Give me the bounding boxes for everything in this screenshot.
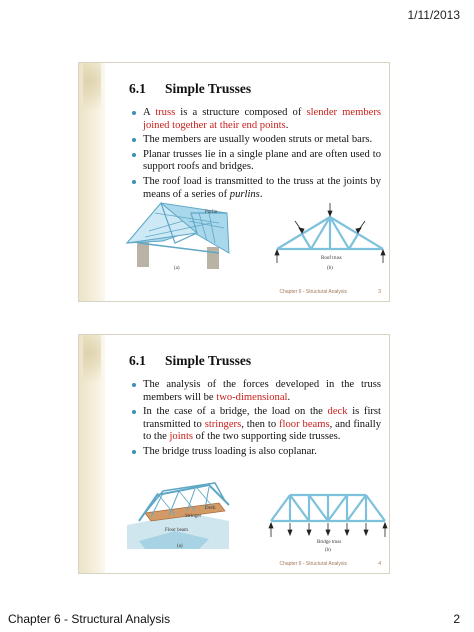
figure-a-caption: (a) xyxy=(177,544,183,549)
roof-truss-figure xyxy=(79,63,390,302)
deck-label: Deck xyxy=(205,506,216,511)
footer-page-number: 2 xyxy=(453,612,460,626)
slide-chapter-label: Chapter 6 - Structural Analysis xyxy=(279,561,347,567)
term-floor-beams: floor beams xyxy=(279,418,330,430)
slide-number: 3 xyxy=(378,289,381,295)
figure-b-caption: (b) xyxy=(325,548,331,553)
bullet-item: In the case of a bridge, the load on the deck is first transmitted to stringers, then to floor beams, and finally to the joints of the two supporting side trusses. xyxy=(131,406,381,444)
slide-chapter-label: Chapter 6 - Structural Analysis xyxy=(279,289,347,295)
term-joints: joints xyxy=(169,431,194,443)
slide-number: 4 xyxy=(378,561,381,567)
bridge-truss-figure xyxy=(79,335,390,574)
section-title: Simple Trusses xyxy=(165,81,252,96)
section-title: Simple Trusses xyxy=(165,353,252,368)
bullet-item: The members are usually wooden struts or metal bars. xyxy=(131,134,381,147)
section-number: 6.1 xyxy=(129,353,146,368)
roof-truss-diagram xyxy=(277,217,383,249)
footer-chapter-title: Chapter 6 - Structural Analysis xyxy=(8,612,171,626)
bullet-item: The analysis of the forces developed in the truss members will be two-dimensional. xyxy=(131,379,381,404)
roof-truss-label: Roof truss xyxy=(321,256,342,261)
floor-beam-label: Floor beam xyxy=(165,528,188,533)
page-date: 1/11/2013 xyxy=(407,8,460,22)
load-arrows xyxy=(269,523,387,537)
stringer-label: Stringer xyxy=(185,514,202,519)
bridge-truss-label: Bridge truss xyxy=(317,540,342,545)
purlin-label: Purlin xyxy=(205,210,218,215)
figure-b-caption: (b) xyxy=(327,266,333,271)
term-truss: truss xyxy=(155,107,176,118)
term-stringers: stringers xyxy=(204,418,242,430)
term-purlins: purlins xyxy=(229,188,260,200)
slide-4 xyxy=(78,334,390,574)
term-two-dimensional: two-dimensional xyxy=(216,391,288,403)
figure-a-caption: (a) xyxy=(174,266,180,271)
bullet-item: Planar trusses lie in a single plane and are often used to support roofs and bridges. xyxy=(131,149,381,174)
bridge-photo xyxy=(127,483,229,549)
term-slender-members: slender members joined together at their end points xyxy=(143,107,381,131)
slide-3 xyxy=(78,62,390,302)
bridge-truss-diagram xyxy=(271,495,385,521)
bullet-item: The roof load is transmitted to the truss at the joints by means of a series of purlins. xyxy=(131,176,381,201)
bullet-item: The bridge truss loading is also coplanar. xyxy=(131,446,381,459)
term-deck: deck xyxy=(327,406,348,418)
section-number: 6.1 xyxy=(129,81,146,96)
bullet-item: A truss is a structure composed of slender members joined together at their end points. xyxy=(131,107,381,132)
